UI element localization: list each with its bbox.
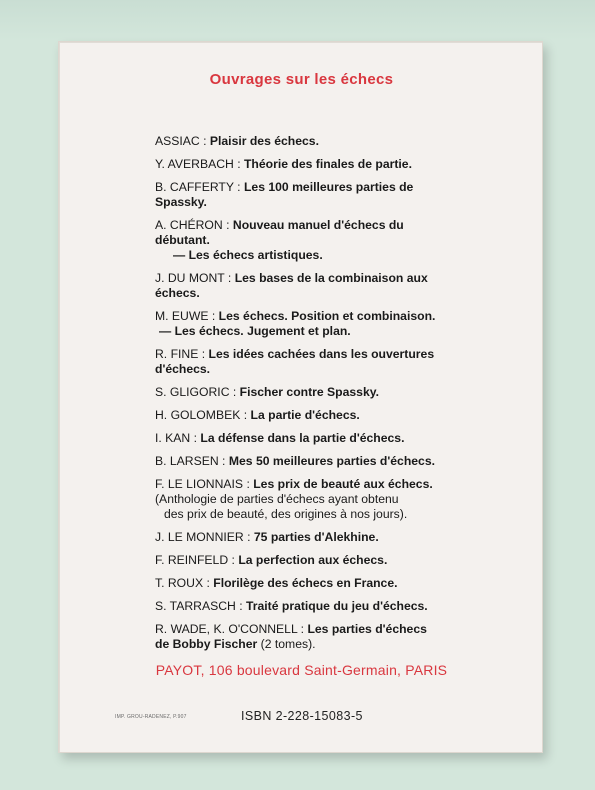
list-item: T. ROUX : Florilège des échecs en France. (155, 576, 398, 590)
book-title: 75 parties d'Alekhine. (253, 530, 379, 544)
author: ASSIAC (155, 134, 200, 148)
book-title: Les prix de beauté aux échecs. (253, 477, 433, 491)
book-title-cont: débutant. (155, 233, 210, 247)
author: R. FINE (155, 347, 199, 361)
book-title: Nouveau manuel d'échecs du (232, 218, 404, 232)
book-title: Les 100 meilleures parties de (243, 180, 414, 194)
book-title: La partie d'échecs. (250, 408, 360, 422)
author: B. CAFFERTY (155, 180, 234, 194)
book-back-cover (58, 41, 543, 753)
book-title: Fischer contre Spassky. (239, 385, 379, 399)
author: Y. AVERBACH (155, 157, 234, 171)
book-note: (Anthologie de parties d'échecs ayant obtenu (155, 492, 399, 506)
author: F. REINFELD (155, 553, 229, 567)
author: S. TARRASCH (155, 599, 236, 613)
book-title: Théorie des finales de partie. (243, 157, 412, 171)
book-title-cont: Spassky. (155, 195, 207, 209)
author: S. GLIGORIC (155, 385, 230, 399)
book-list (155, 134, 455, 652)
list-item: B. CAFFERTY : Les 100 meilleures parties de Spassky. (155, 180, 414, 209)
author: R. WADE, K. O'CONNELL (155, 622, 298, 636)
book-title: Florilège des échecs en France. (213, 576, 398, 590)
list-item: J. LE MONNIER : 75 parties d'Alekhine. (155, 530, 379, 544)
list-item: S. TARRASCH : Traité pratique du jeu d'échecs. (155, 599, 428, 613)
author: I. KAN (155, 431, 191, 445)
author: T. ROUX (155, 576, 204, 590)
author: B. LARSEN (155, 454, 219, 468)
list-item: F. REINFELD : La perfection aux échecs. (155, 553, 388, 567)
list-item: F. LE LIONNAIS : Les prix de beauté aux échecs. (Anthologie de parties d'échecs ayant obtenu des prix de beauté, des origines à nos jours). (155, 477, 433, 521)
list-item: S. GLIGORIC : Fischer contre Spassky. (155, 385, 379, 399)
book-title: La défense dans la partie d'échecs. (200, 431, 405, 445)
book-title-cont: échecs. (155, 286, 200, 300)
author: H. GOLOMBEK (155, 408, 241, 422)
printer-imprint: IMP. GROU-RADENEZ, P.907 (115, 714, 187, 720)
book-title-cont: d'échecs. (155, 362, 211, 376)
book-title-second: — Les échecs artistiques. (173, 248, 323, 262)
list-item: Y. AVERBACH : Théorie des finales de partie. (155, 157, 412, 171)
book-note: des prix de beauté, des origines à nos jours). (164, 507, 408, 521)
author: J. DU MONT (155, 271, 225, 285)
book-title: Les échecs. Position et combinaison. (218, 309, 436, 323)
book-title: Mes 50 meilleures parties d'échecs. (228, 454, 435, 468)
book-title: Les idées cachées dans les ouvertures (208, 347, 435, 361)
book-title: La perfection aux échecs. (238, 553, 388, 567)
isbn: ISBN 2-228-15083-5 (241, 709, 363, 723)
list-item: ASSIAC : Plaisir des échecs. (155, 134, 319, 148)
author: F. LE LIONNAIS (155, 477, 244, 491)
book-title: Les parties d'échecs (307, 622, 427, 636)
list-item: R. FINE : Les idées cachées dans les ouvertures d'échecs. (155, 347, 435, 376)
list-item: J. DU MONT : Les bases de la combinaison aux échecs. (155, 271, 428, 300)
book-title-second: — Les échecs. Jugement et plan. (159, 324, 351, 338)
book-note: (2 tomes). (260, 637, 316, 651)
list-item: H. GOLOMBEK : La partie d'échecs. (155, 408, 360, 422)
author: J. LE MONNIER (155, 530, 244, 544)
list-item: M. EUWE : Les échecs. Position et combinaison. — Les échecs. Jugement et plan. (155, 309, 436, 338)
list-item: I. KAN : La défense dans la partie d'échecs. (155, 431, 405, 445)
book-title-cont: de Bobby Fischer (155, 637, 258, 651)
list-item: R. WADE, K. O'CONNELL : Les parties d'échecs de Bobby Fischer (2 tomes). (155, 622, 427, 651)
book-title: Traité pratique du jeu d'échecs. (245, 599, 428, 613)
page-title: Ouvrages sur les échecs (209, 71, 394, 88)
author: M. EUWE (155, 309, 209, 323)
author: A. CHÉRON (155, 218, 223, 232)
list-item: B. LARSEN : Mes 50 meilleures parties d'échecs. (155, 454, 435, 468)
background (0, 0, 595, 40)
book-title: Les bases de la combinaison aux (234, 271, 428, 285)
book-title: Plaisir des échecs. (209, 134, 319, 148)
list-item: A. CHÉRON : Nouveau manuel d'échecs du débutant. — Les échecs artistiques. (155, 218, 404, 262)
publisher-address: PAYOT, 106 boulevard Saint-Germain, PARIS (155, 662, 448, 678)
